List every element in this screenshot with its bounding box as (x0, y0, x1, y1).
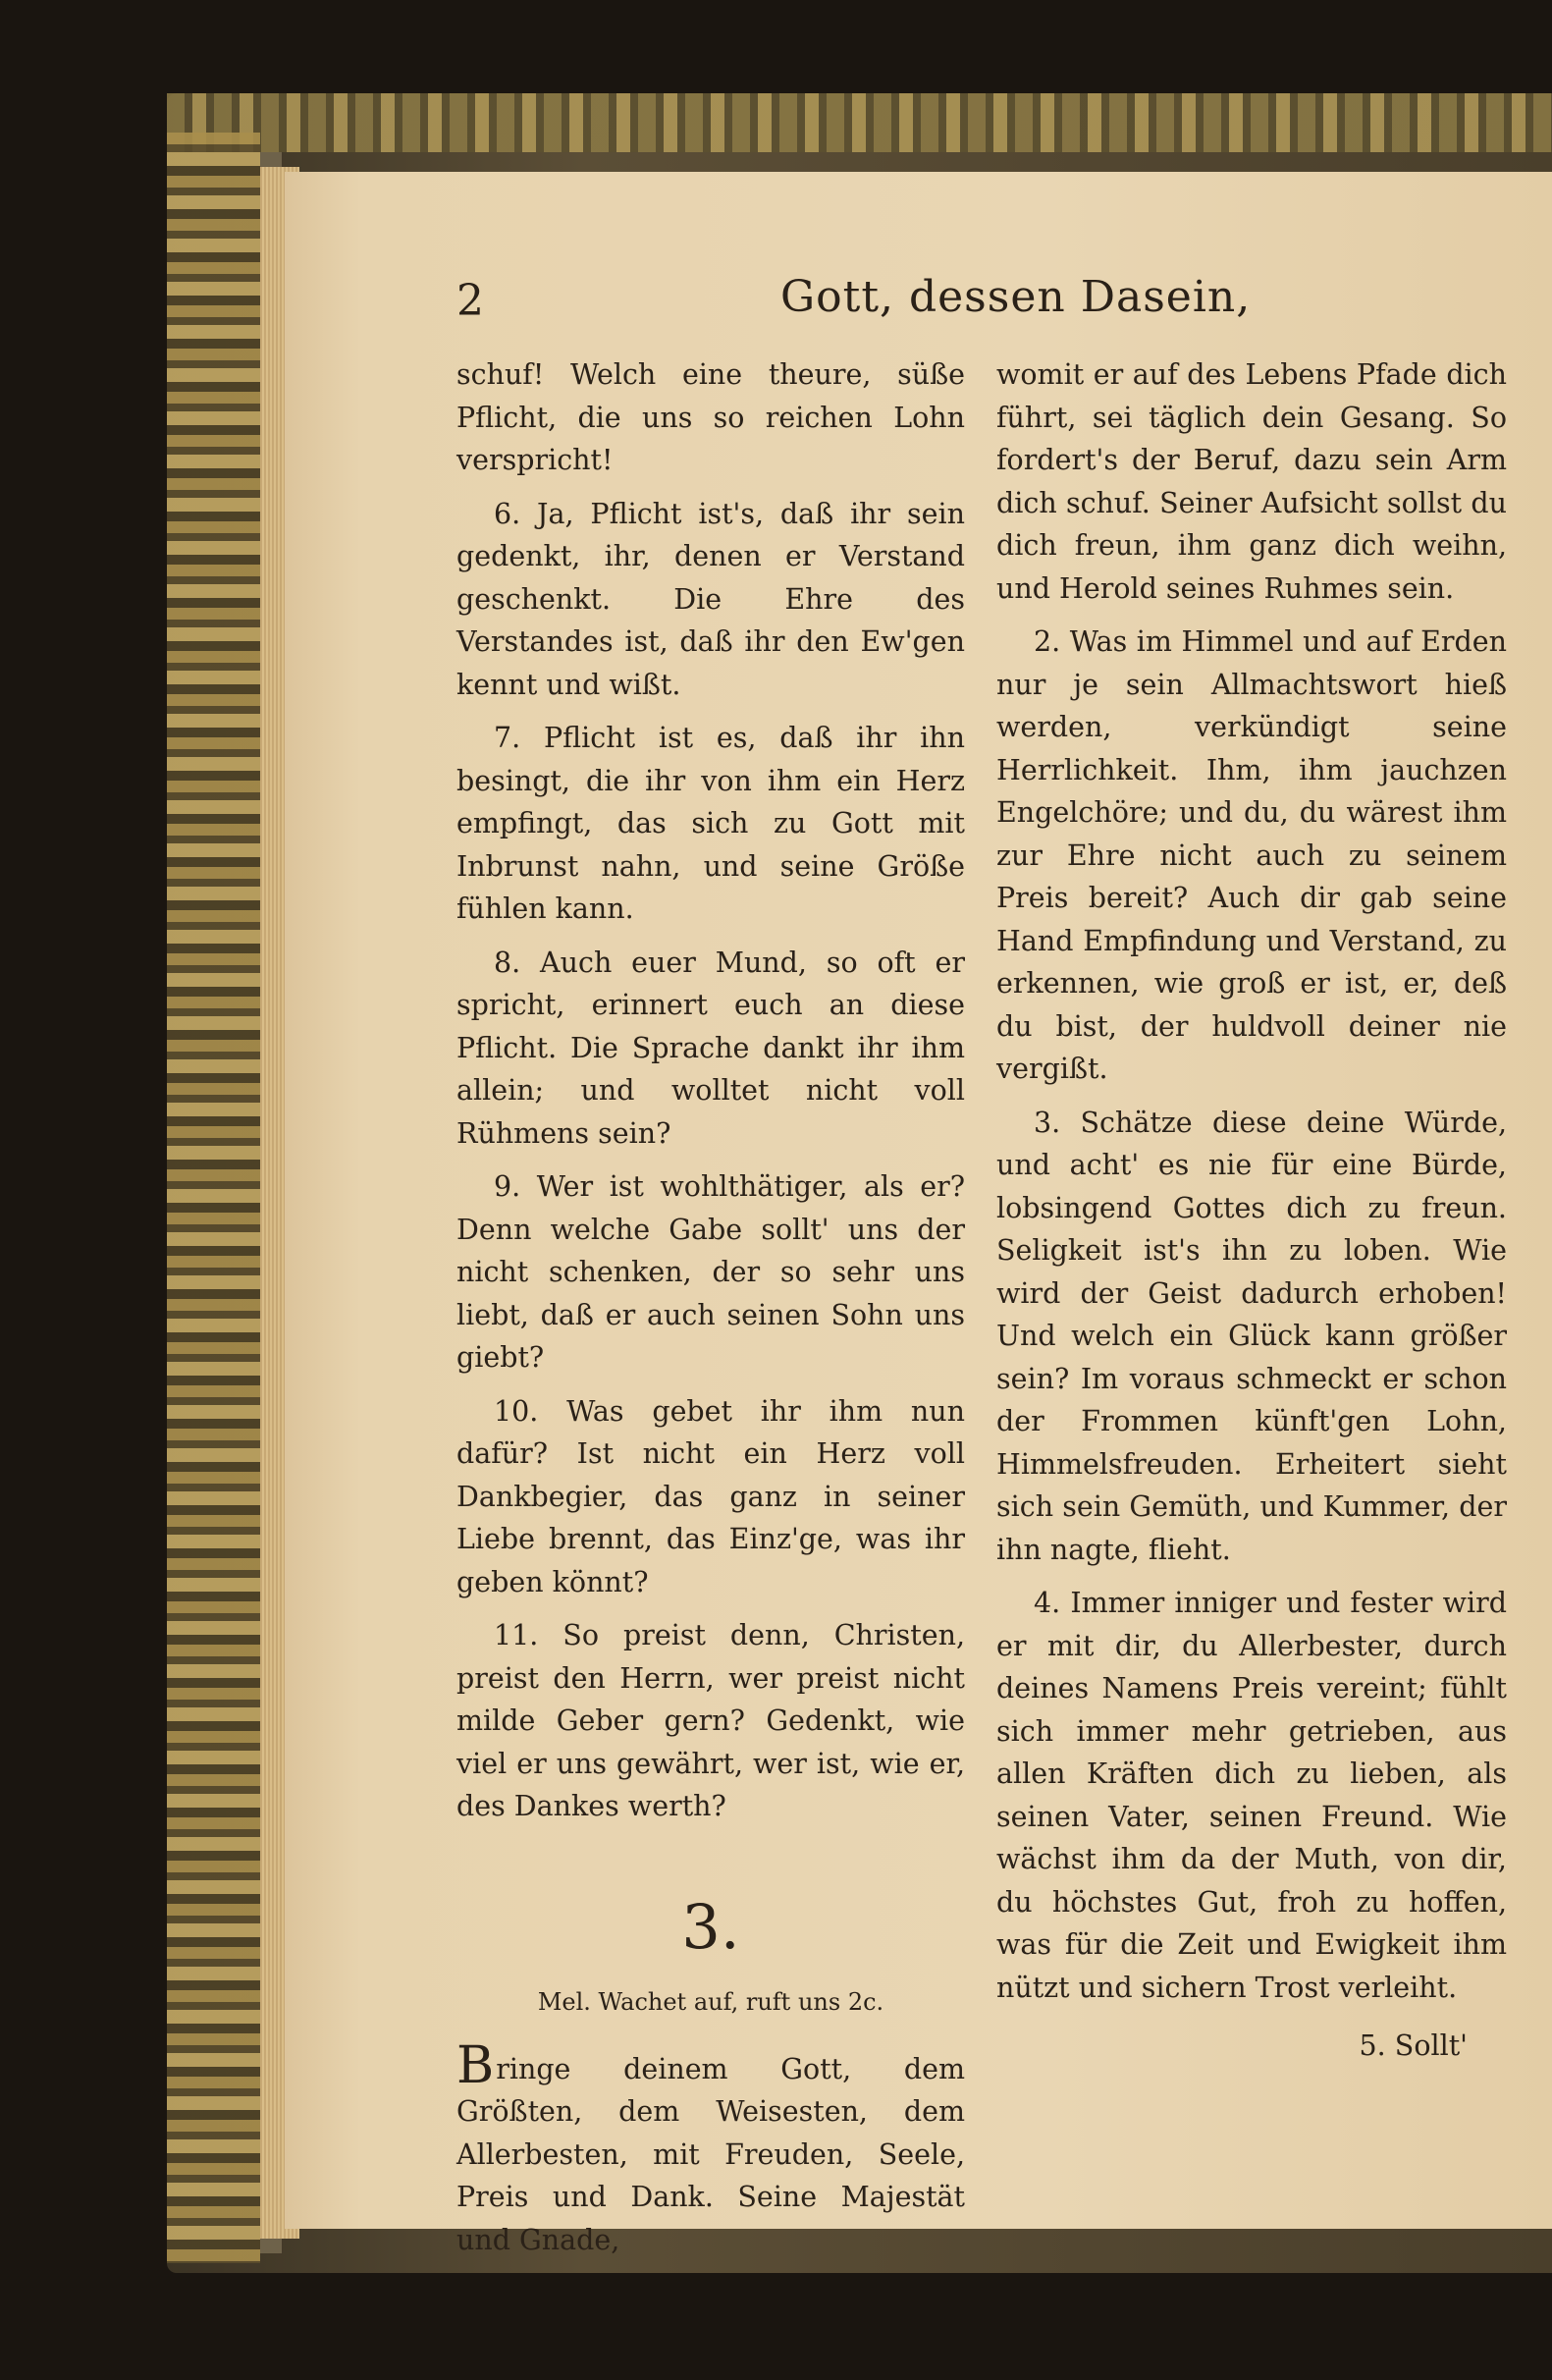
right-column (996, 353, 1507, 2068)
running-title: Gott, dessen Dasein, (780, 272, 1252, 322)
first-paragraph-text: ringe deinem Gott, dem Größten, dem Weisesten, dem Allerbesten, mit Freuden, Seele, Preis und Dank. Seine Majestät und Gnade, (456, 2052, 965, 2256)
paragraph: 10. Was gebet ihr ihm nun dafür? Ist nicht ein Herz voll Dankbegier, das ganz in seiner Liebe brennt, das Einz'ge, was ihr geben könnt? (456, 1394, 965, 1598)
paragraph: womit er auf des Lebens Pfade dich führt, sei täglich dein Gesang. So fordert's der Beruf, dazu sein Arm dich schuf. Seiner Aufsicht sollst du dich freun, ihm ganz dich weihn, und Herold seines Ruhmes sein. (996, 358, 1507, 605)
catchword: 5. Sollt' (1359, 2029, 1468, 2062)
cover-spine-ornament (167, 133, 260, 2263)
hymn-number: 3. (681, 1890, 740, 1963)
paragraph: 8. Auch euer Mund, so oft er spricht, erinnert euch an diese Pflicht. Die Sprache dankt ihr ihm allein; und wolltet nicht voll Rühmens sein? (456, 946, 965, 1150)
page-header (456, 272, 1438, 358)
page-number: 2 (456, 276, 484, 326)
left-column (456, 353, 965, 2272)
paragraph: 2. Was im Himmel und auf Erden nur je sein Allmachtswort hieß werden, verkündigt seine Herrlichkeit. Ihm, ihm jauchzen Engelchöre; und du, du wärest ihm zur Ehre nicht auch zu seinem Preis bereit? Auch dir gab seine Hand Empfindung und Verstand, zu erkennen, wie groß er ist, er, deß du bist, der huldvoll deiner nie vergißt. (996, 625, 1507, 1085)
paragraph: 3. Schätze diese deine Würde, und acht' es nie für eine Bürde, lobsingend Gottes dich zu freun. Seligkeit ist's ihn zu loben. Wie wird der Geist dadurch erhoben! Und welch ein Glück kann größer sein? Im voraus schmeckt er schon der Frommen künft'gen Lohn, Himmelsfreuden. Erheitert sieht sich sein Gemüth, und Kummer, der ihn nagte, flieht. (996, 1106, 1507, 1566)
paragraph: 11. So preist denn, Christen, preist den Herrn, wer preist nicht milde Geber gern? Gedenkt, wie viel er uns gewährt, wer ist, wie er, des Dankes werth? (456, 1619, 965, 1822)
book-page (285, 172, 1552, 2256)
paragraph: schuf! Welch eine theure, süße Pflicht, die uns so reichen Lohn verspricht! (456, 358, 965, 476)
paragraph: 6. Ja, Pflicht ist's, daß ihr sein gedenkt, ihr, denen er Verstand geschenkt. Die Ehre des Verstandes ist, daß ihr den Ew'gen kennt und wißt. (456, 497, 965, 701)
paragraph: 9. Wer ist wohlthätiger, als er? Denn welche Gabe sollt' uns der nicht schenken, der so sehr uns liebt, daß er auch seinen Sohn uns giebt? (456, 1170, 965, 1374)
paragraph: 7. Pflicht ist es, daß ihr ihn besingt, die ihr von ihm ein Herz empfingt, das sich zu Gott mit Inbrunst nahn, und seine Größe fühlen kann. (456, 722, 965, 925)
cover-ornament-band (167, 93, 1552, 152)
dropcap: B (456, 2035, 495, 2095)
melody-line: Mel. Wachet auf, ruft uns 2c. (537, 1987, 884, 2016)
paragraph: 4. Immer inniger und fester wird er mit dir, du Allerbester, durch deines Namens Preis vereint; fühlt sich immer mehr getrieben, aus allen Kräften dich zu lieben, als seinen Vater, seinen Freund. Wie wächst ihm da der Muth, von dir, du höchstes Gut, froh zu hoffen, was für die Zeit und Ewigkeit ihm nützt und sichern Trost verleiht. (996, 1587, 1507, 2004)
hymn-first-paragraph (456, 2035, 965, 2262)
